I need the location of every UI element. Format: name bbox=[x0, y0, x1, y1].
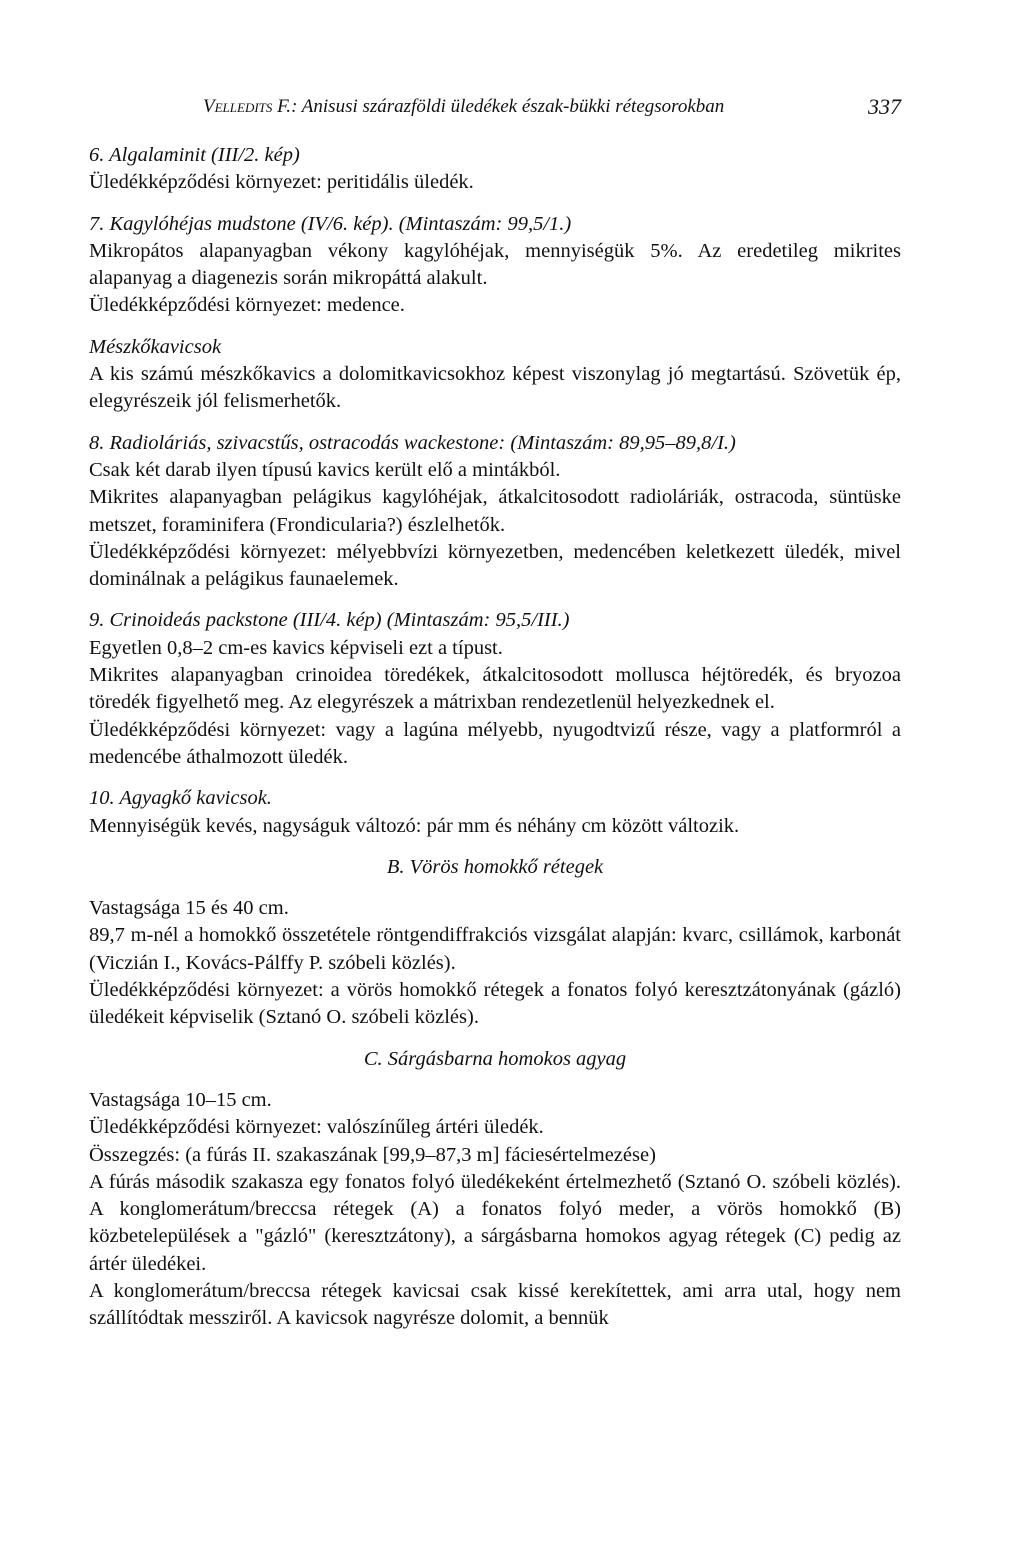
paragraph: A kis számú mészkőkavics a dolomitkavicsokhoz képest viszonylag jó megtartású. Szövetük ép, elegyrészeik jól felismerhetők. bbox=[89, 363, 901, 413]
paragraph: A konglomerátum/breccsa rétegek kavicsai csak kissé kerekítettek, ami arra utal, hogy nem szállítódtak messziről. A kavicsok nagyrésze dolomit, a bennük bbox=[89, 1279, 901, 1330]
block-gap bbox=[89, 197, 901, 211]
block-gap bbox=[89, 416, 901, 430]
block-gap bbox=[89, 771, 901, 785]
paragraph: Vastagsága 15 és 40 cm. bbox=[89, 897, 289, 920]
paragraph: Üledékképződési környezet: vagy a lagúna mélyebb, nyugodtvizű része, vagy a platformról a medencébe áthalmozott üledék. bbox=[89, 718, 901, 768]
section-heading: 10. Agyagkő kavicsok. bbox=[89, 787, 272, 810]
paragraph: Mikrites alapanyagban crinoidea töredékek, átkalcitosodott mollusca héjtöredék, és bryozoa töredék figyelhető meg. Az elegyrészek a mátrixban rendezetlenül helyezkednek el. bbox=[89, 664, 901, 714]
page-number: 337 bbox=[868, 94, 901, 119]
block-gap bbox=[89, 1073, 901, 1087]
paragraph: Összegzés: (a fúrás II. szakaszának [99,9–87,3 m] fáciesértelmezése) bbox=[89, 1143, 656, 1166]
section-heading: 9. Crinoideás packstone (III/4. kép) (Mintaszám: 95,5/III.) bbox=[89, 609, 570, 632]
paragraph: Üledékképződési környezet: a vörös homokkő rétegek a fonatos folyó keresztzátonyának (gázló) üledékeit képviselik (Sztanó O. szóbeli közlés). bbox=[89, 979, 901, 1029]
running-header bbox=[89, 96, 901, 126]
paragraph: Mikropátos alapanyagban vékony kagylóhéjak, mennyiségük 5%. Az eredetileg mikrites alapanyag a diagenezis során mikropáttá alakult. bbox=[89, 239, 901, 290]
paragraph: Egyetlen 0,8–2 cm-es kavics képviseli ezt a típust. bbox=[89, 636, 503, 659]
section-heading: 8. Radioláriás, szivacstűs, ostracodás wackestone: (Mintaszám: 89,95–89,8/I.) bbox=[89, 431, 736, 454]
section-heading: 6. Algalaminit (III/2. kép) bbox=[89, 144, 300, 166]
paragraph: 89,7 m-nél a homokkő összetétele röntgendiffrakciós vizsgálat alapján: kvarc, csillámok, karbonát (Viczián I., Kovács-Pálffy P. szóbeli közlés). bbox=[89, 924, 901, 974]
running-title bbox=[203, 96, 724, 118]
block-gap bbox=[89, 1032, 901, 1046]
header-author: Velledits F. bbox=[203, 96, 292, 117]
paragraph: Üledékképződési környezet: mélyebbvízi környezetben, medencében keletkezett üledék, mivel dominálnak a pelágikus faunaelemek. bbox=[89, 540, 901, 591]
paragraph: Üledékképződési környezet: valószínűleg ártéri üledék. bbox=[89, 1116, 544, 1139]
paragraph: Üledékképződési környezet: peritidális üledék. bbox=[89, 171, 474, 194]
section-heading: 7. Kagylóhéjas mudstone (IV/6. kép). (Mintaszám: 99,5/1.) bbox=[89, 212, 572, 235]
paragraph: Mikrites alapanyagban pelágikus kagylóhéjak, átkalcitosodott radioláriák, ostracoda, süntüske metszet, foraminifera (Frondicularia?) észlelhetők. bbox=[89, 486, 901, 536]
paragraph: Csak két darab ilyen típusú kavics került elő a mintákból. bbox=[89, 458, 561, 481]
paragraph: A fúrás második szakasza egy fonatos folyó üledékeként értelmezhető (Sztanó O. szóbeli közlés). A konglomerátum/breccsa rétegek (A) a fonatos folyó meder, a vörös homokkő (B) közbetelepülések a "gázló" (keresztzátony), a sárgásbarna homokos agyag rétegek (C) pedig az ártér üledékei. bbox=[89, 1170, 901, 1275]
block-gap bbox=[89, 881, 901, 895]
centered-subheading: B. Vörös homokkő rétegek bbox=[386, 855, 604, 878]
paragraph: Mennyiségük kevés, nagyságuk változó: pár mm és néhány cm között változik. bbox=[89, 814, 740, 837]
document-body bbox=[89, 142, 901, 1333]
block-gap bbox=[89, 320, 901, 334]
block-gap bbox=[89, 840, 901, 854]
paragraph: Vastagsága 10–15 cm. bbox=[89, 1088, 272, 1111]
section-heading: Mészkőkavicsok bbox=[89, 335, 222, 358]
block-gap bbox=[89, 593, 901, 607]
centered-subheading: C. Sárgásbarna homokos agyag bbox=[363, 1047, 627, 1070]
header-title: : Anisusi szárazföldi üledékek észak-bükki rétegsorokban bbox=[291, 96, 725, 117]
paragraph: Üledékképződési környezet: medence. bbox=[89, 294, 405, 317]
